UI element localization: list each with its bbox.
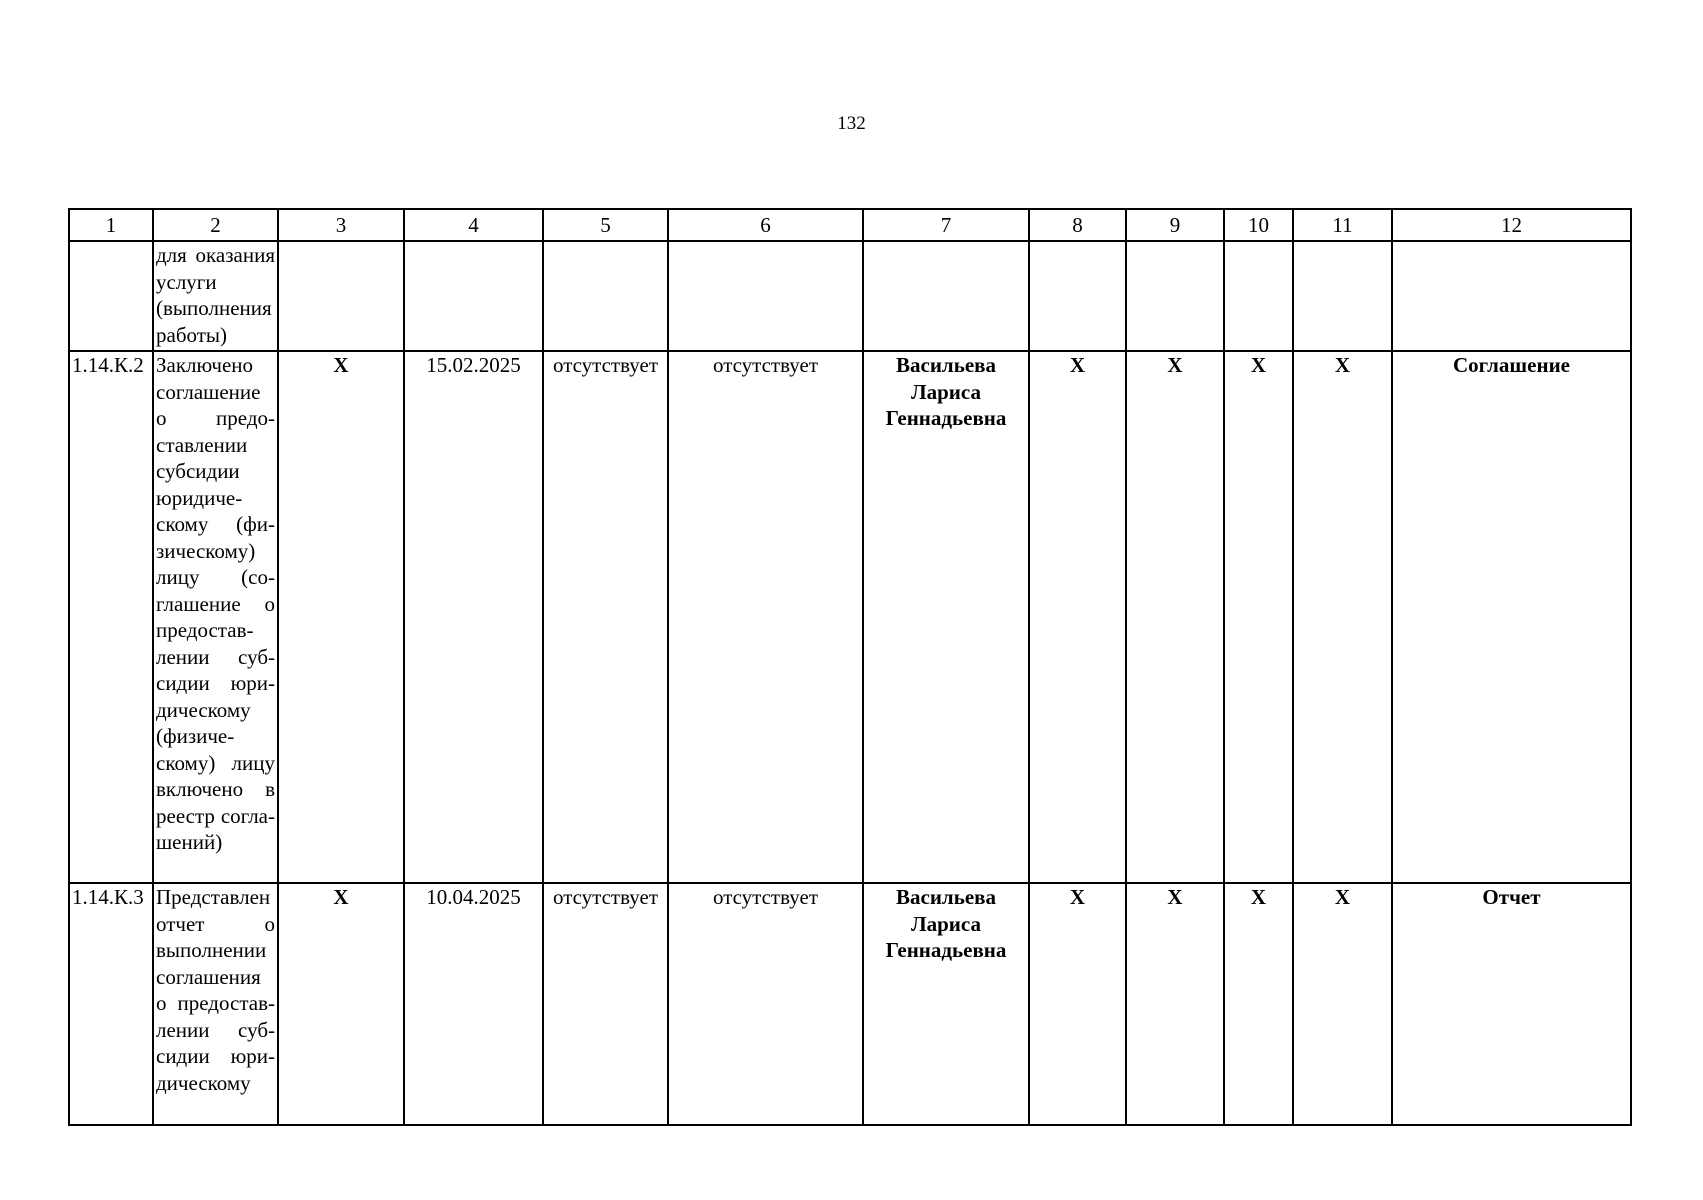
row-description: для оказания услуги (выполнения работы) xyxy=(153,241,278,351)
column-header: 12 xyxy=(1392,209,1631,241)
column-header: 10 xyxy=(1224,209,1293,241)
cell-col8: X xyxy=(1029,351,1126,883)
column-header: 2 xyxy=(153,209,278,241)
cell-col6: отсутствует xyxy=(668,883,863,1125)
cell-col8: X xyxy=(1029,883,1126,1125)
row-description: Заключено соглашение о предоставлении субсидии юридическому (физическому) лицу (соглашение о предоставлении субсидии юридическому (физическому) лицу включено в реестр соглашений) xyxy=(153,351,278,883)
cell-col9: X xyxy=(1126,883,1224,1125)
row-description: Представлен отчет о выполнении соглашения о предоставлении субсидии юридическому xyxy=(153,883,278,1125)
cell-document xyxy=(1392,241,1631,351)
cell-col9 xyxy=(1126,241,1224,351)
cell-col5 xyxy=(543,241,668,351)
cell-col3: X xyxy=(278,351,404,883)
cell-col10: X xyxy=(1224,351,1293,883)
cell-responsible: Васильева Лариса Геннадьевна xyxy=(863,883,1029,1125)
cell-date xyxy=(404,241,543,351)
cell-col10: X xyxy=(1224,883,1293,1125)
cell-date: 15.02.2025 xyxy=(404,351,543,883)
cell-col5: отсутствует xyxy=(543,351,668,883)
column-header: 5 xyxy=(543,209,668,241)
column-header: 3 xyxy=(278,209,404,241)
cell-responsible: Васильева Лариса Геннадьевна xyxy=(863,351,1029,883)
cell-document: Отчет xyxy=(1392,883,1631,1125)
column-header: 9 xyxy=(1126,209,1224,241)
cell-col11: X xyxy=(1293,883,1392,1125)
cell-col10 xyxy=(1224,241,1293,351)
cell-col8 xyxy=(1029,241,1126,351)
table-row xyxy=(69,883,1631,1125)
column-header: 7 xyxy=(863,209,1029,241)
cell-document: Соглашение xyxy=(1392,351,1631,883)
column-header: 8 xyxy=(1029,209,1126,241)
cell-col6: отсутствует xyxy=(668,351,863,883)
cell-col11 xyxy=(1293,241,1392,351)
page-number: 132 xyxy=(837,113,866,134)
cell-col6 xyxy=(668,241,863,351)
cell-col11: X xyxy=(1293,351,1392,883)
row-code: 1.14.К.3 xyxy=(69,883,153,1125)
table-row xyxy=(69,351,1631,883)
row-code xyxy=(69,241,153,351)
cell-col9: X xyxy=(1126,351,1224,883)
column-header: 11 xyxy=(1293,209,1392,241)
cell-col5: отсутствует xyxy=(543,883,668,1125)
row-code: 1.14.К.2 xyxy=(69,351,153,883)
cell-date: 10.04.2025 xyxy=(404,883,543,1125)
table-header-row xyxy=(69,209,1631,241)
cell-col3: X xyxy=(278,883,404,1125)
column-header: 6 xyxy=(668,209,863,241)
column-header: 4 xyxy=(404,209,543,241)
cell-responsible xyxy=(863,241,1029,351)
table-row xyxy=(69,241,1631,351)
column-header: 1 xyxy=(69,209,153,241)
cell-col3 xyxy=(278,241,404,351)
document-table xyxy=(68,208,1632,1126)
